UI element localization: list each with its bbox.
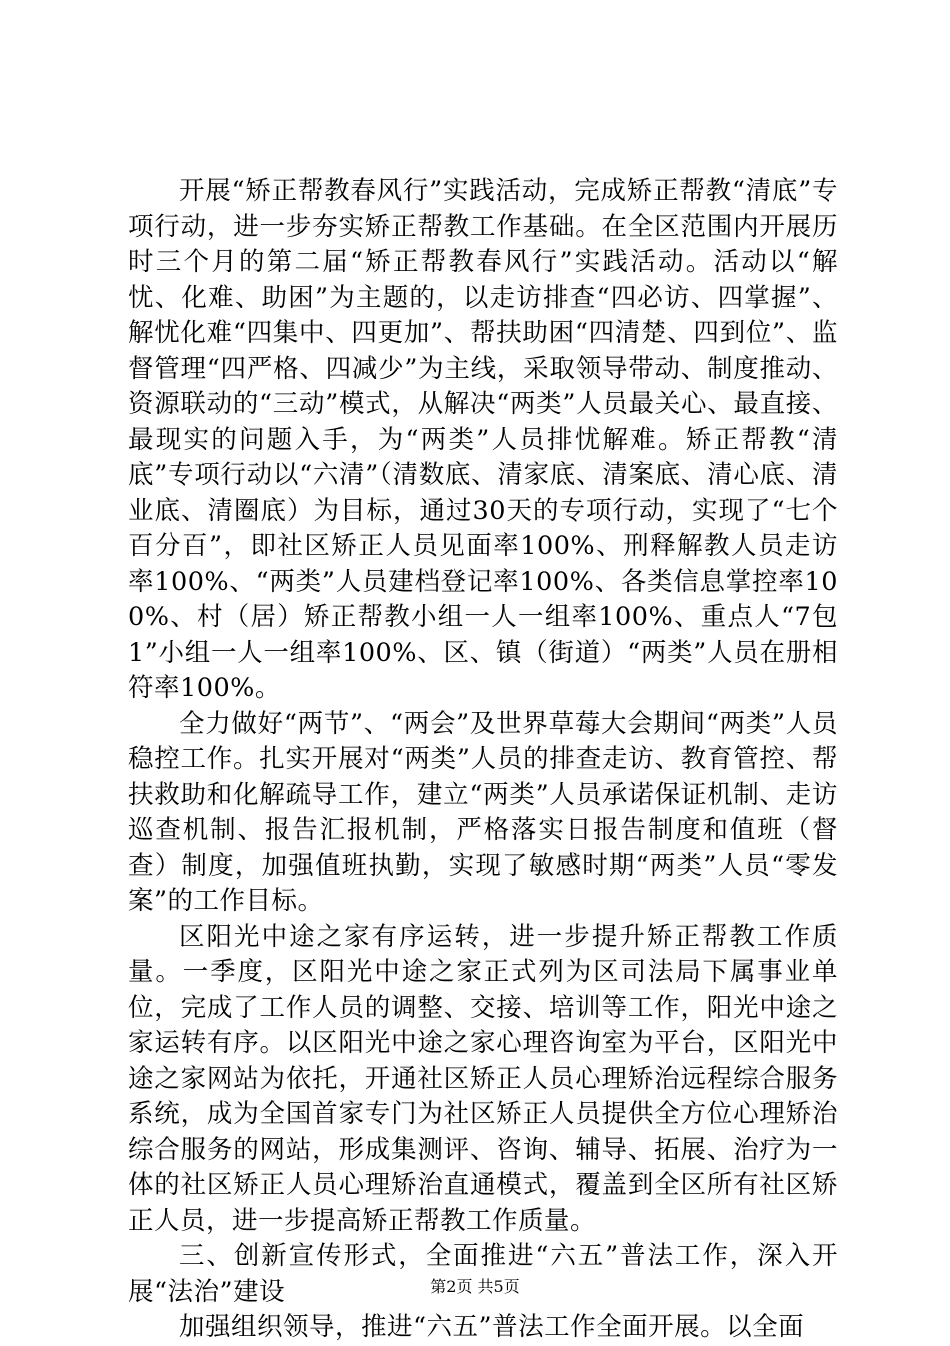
- paragraph-organization-leadership: 加强组织领导，推进“六五”普法工作全面开展。以全面: [179, 1312, 805, 1342]
- section-heading-legal-publicity: 三、创新宣传形式，全面推进“六五”普法工作，深入开展“法治”建设: [128, 1241, 838, 1307]
- page-number-footer: 第2页 共5页: [430, 1277, 520, 1296]
- document-body: [128, 174, 838, 1346]
- paragraph-halfway-house: 区阳光中途之家有序运转，进一步提升矫正帮教工作质量。一季度，区阳光中途之家正式列为区司法局下属事业单位，完成了工作人员的调整、交接、培训等工作，阳光中途之家运转有序。以区阳光中途之家心理咨询室为平台，区阳光中途之家网站为依托，开通社区矫正人员心理矫治远程综合服务系统，成为全国首家专门为社区矫正人员提供全方位心理矫治综合服务的网站，形成集测评、咨询、辅导、拓展、治疗为一体的社区矫正人员心理矫治直通模式，覆盖到全区所有社区矫正人员，进一步提高矫正帮教工作质量。: [128, 921, 838, 1236]
- paragraph-stability-control: 全力做好“两节”、“两会”及世界草莓大会期间“两类”人员稳控工作。扎实开展对“两类”人员的排查走访、教育管控、帮扶救助和化解疏导工作，建立“两类”人员承诺保证机制、走访巡查机制、报告汇报机制，严格落实日报告制度和值班（督查）制度，加强值班执勤，实现了敏感时期“两类”人员“零发案”的工作目标。: [128, 708, 838, 916]
- paragraph-correction-spring-campaign: 开展“矫正帮教春风行”实践活动，完成矫正帮教“清底”专项行动，进一步夯实矫正帮教工作基础。在全区范围内开展历时三个月的第二届“矫正帮教春风行”实践活动。活动以“解忧、化难、助困”为主题的，以走访排查“四必访、四掌握”、解忧化难“四集中、四更加”、帮扶助困“四清楚、四到位”、监督管理“四严格、四减少”为主线，采取领导带动、制度推动、资源联动的“三动”模式，从解决“两类”人员最关心、最直接、最现实的问题入手，为“两类”人员排忧解难。矫正帮教“清底”专项行动以“六清”（清数底、清家底、清案底、清心底、清业底、清圈底）为目标，通过30天的专项行动，实现了“七个百分百”，即社区矫正人员见面率100%、刑释解教人员走访率100%、“两类”人员建档登记率100%、各类信息掌控率100%、村（居）矫正帮教小组一人一组率100%、重点人“7包1”小组一人一组率100%、区、镇（街道）“两类”人员在册相符率100%。: [128, 176, 838, 703]
